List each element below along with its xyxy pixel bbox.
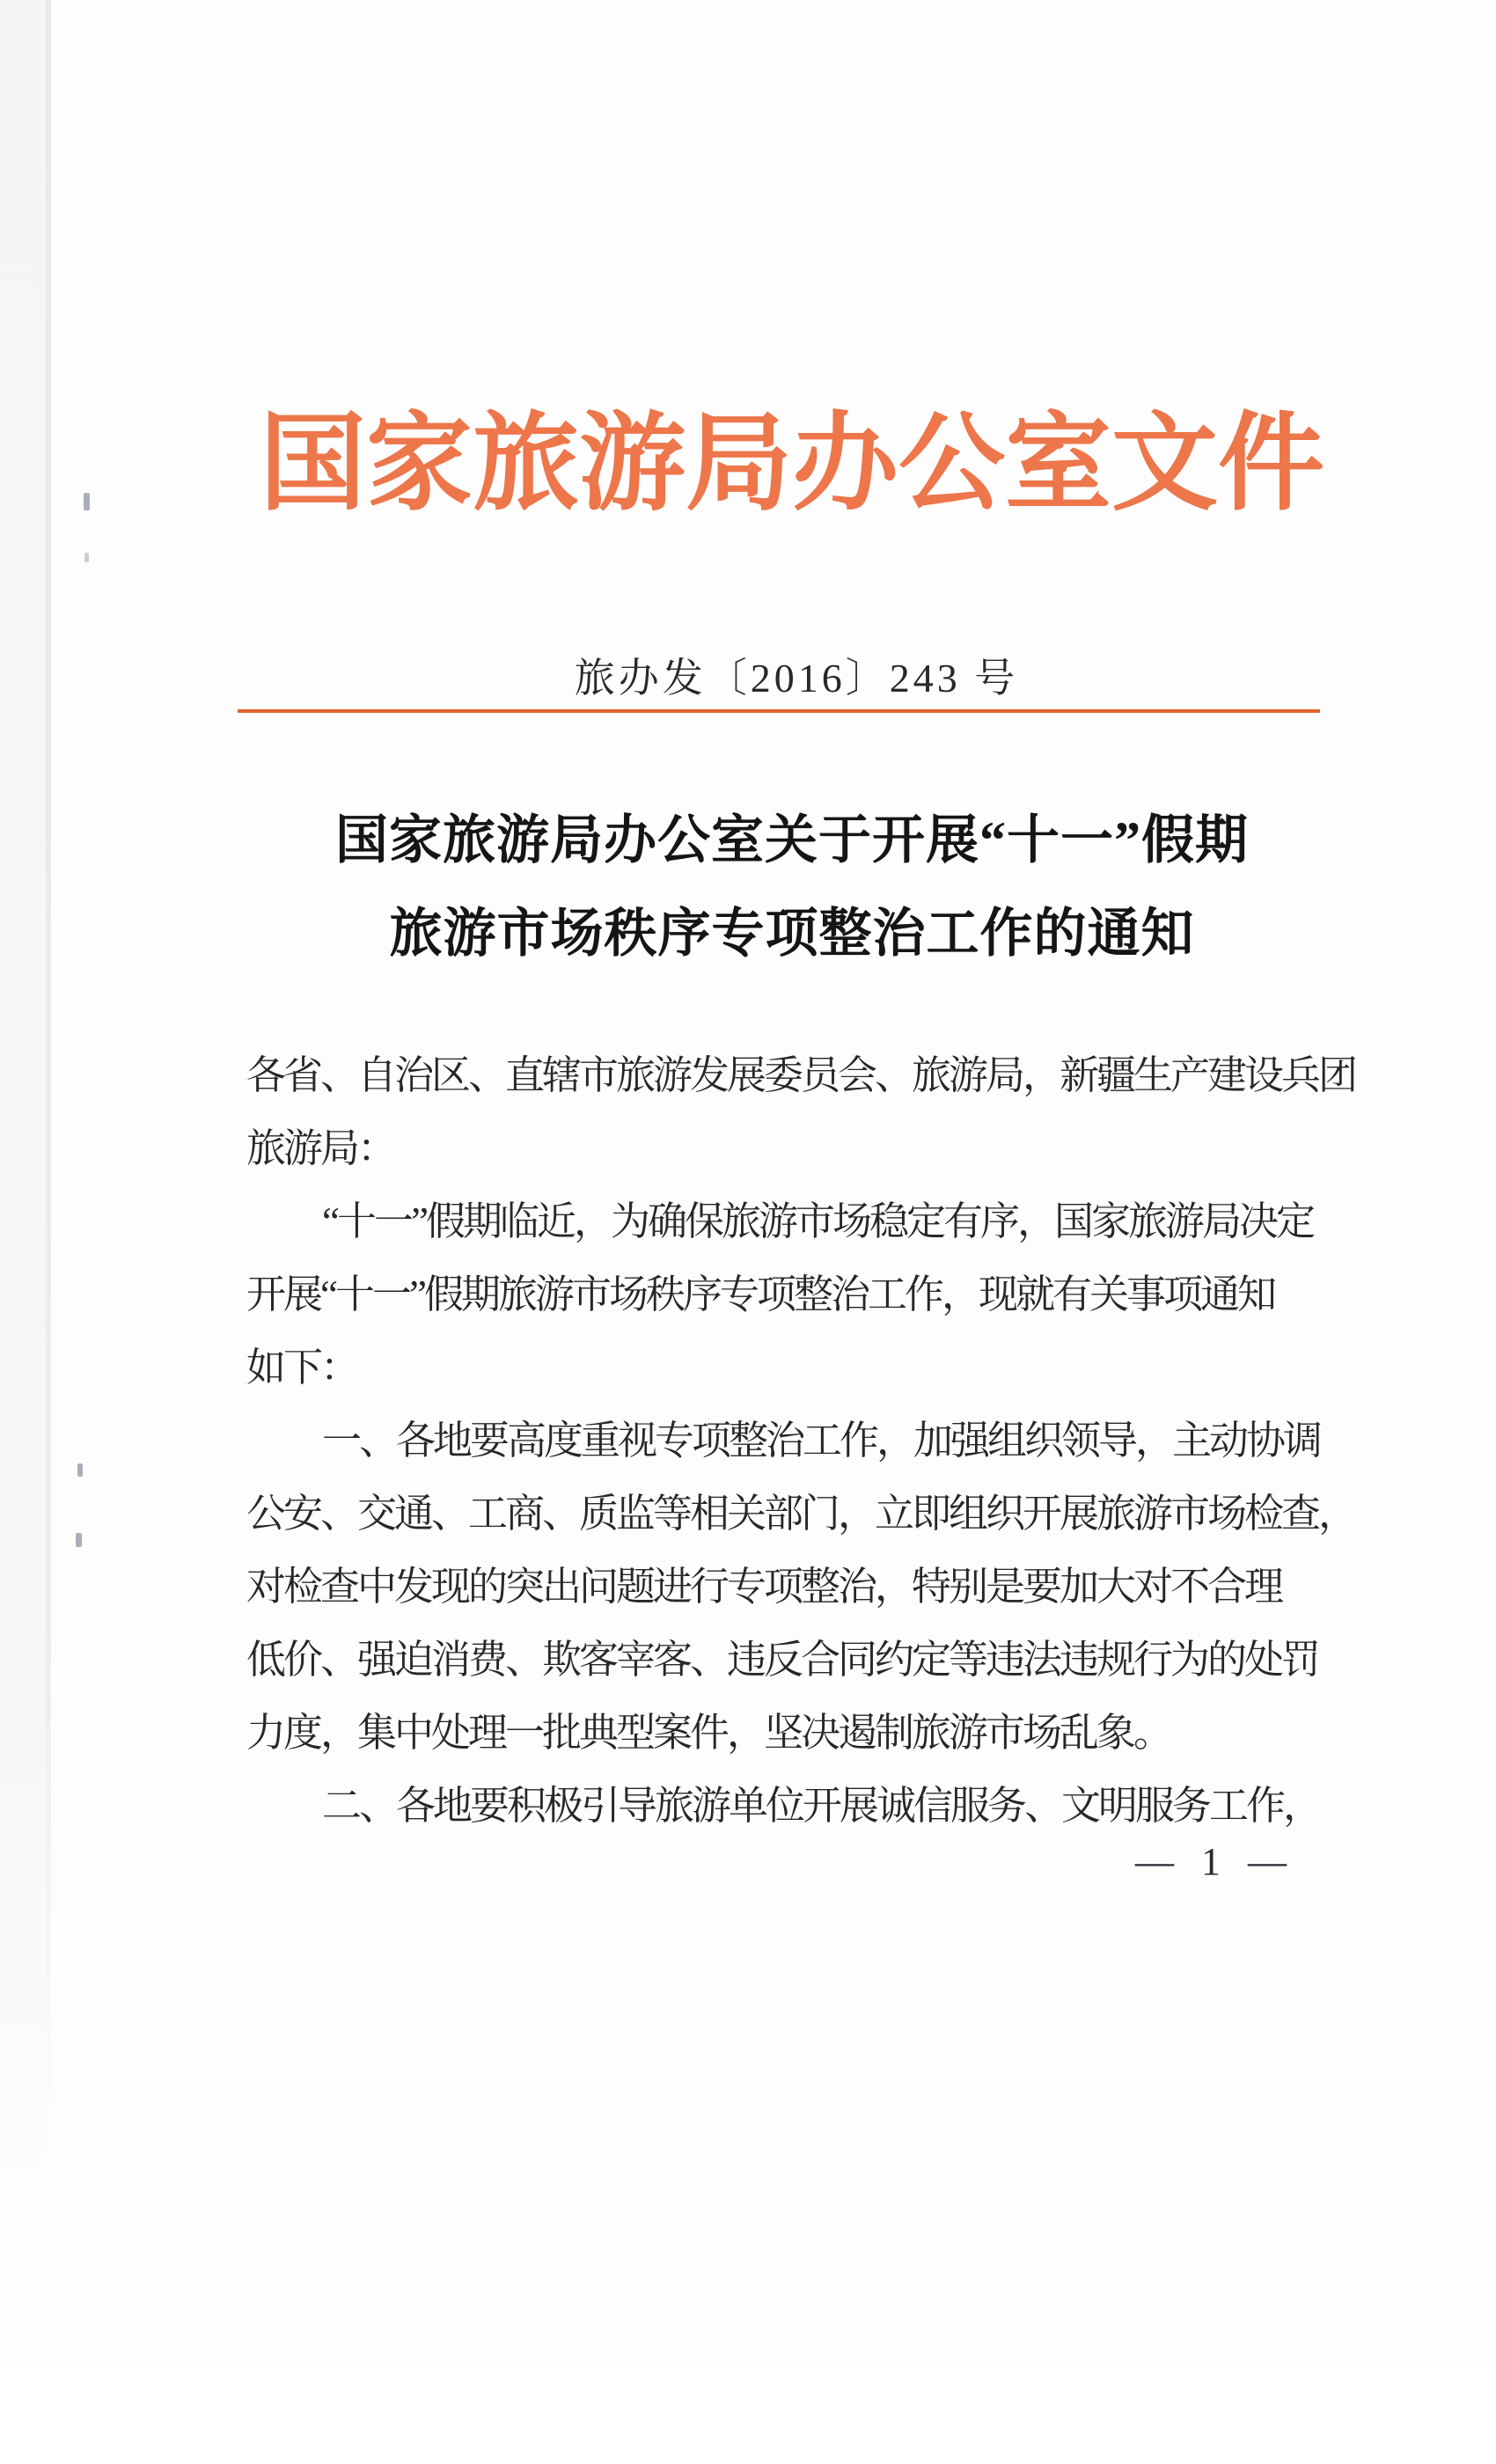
letterhead-divider-rule	[238, 709, 1320, 713]
body-line: 对检查中发现的突出问题进行专项整治，特别是要加大对不合理	[246, 1565, 1282, 1609]
body-line: 公安、交通、工商、质监等相关部门，立即组织开展旅游市场检查，	[246, 1492, 1356, 1536]
notice-title-line2: 旅游市场秩序专项整治工作的通知	[389, 905, 1195, 963]
notice-title	[88, 794, 1496, 980]
body-line: “十一”假期临近，为确保旅游市场稳定有序，国家旅游局决定	[322, 1199, 1313, 1243]
body-line: 如下：	[246, 1346, 358, 1390]
page-number: — 1 —	[1135, 1840, 1295, 1883]
scan-left-margin	[0, 0, 46, 2200]
body-line: 旅游局：	[246, 1126, 395, 1170]
notice-title-line1: 国家旅游局办公室关于开展“十一”假期	[335, 811, 1249, 869]
scan-speck	[84, 553, 89, 562]
document-reference-number: 旅办发〔2016〕243 号	[574, 656, 1019, 700]
body-line: 一、各地要高度重视专项整治工作，加强组织领导，主动协调	[322, 1419, 1321, 1463]
scan-speck	[77, 1463, 83, 1477]
letterhead-banner-title: 国家旅游局办公室文件	[259, 406, 1324, 524]
body-line: 各省、自治区、直辖市旅游发展委员会、旅游局，新疆生产建设兵团	[246, 1053, 1356, 1097]
body-line: 开展“十一”假期旅游市场秩序专项整治工作，现就有关事项通知	[246, 1272, 1274, 1316]
notice-body	[246, 1039, 1356, 1843]
body-line: 低价、强迫消费、欺客宰客、违反合同约定等违法违规行为的处罚	[246, 1638, 1319, 1682]
body-line: 力度，集中处理一批典型案件，坚决遏制旅游市场乱象。	[246, 1711, 1171, 1755]
scan-bottom-margin	[0, 2367, 1496, 2464]
scan-speck	[76, 1533, 82, 1547]
body-line: 二、各地要积极引导旅游单位开展诚信服务、文明服务工作，	[322, 1784, 1321, 1828]
paper-edge-shadow	[46, 0, 51, 2156]
